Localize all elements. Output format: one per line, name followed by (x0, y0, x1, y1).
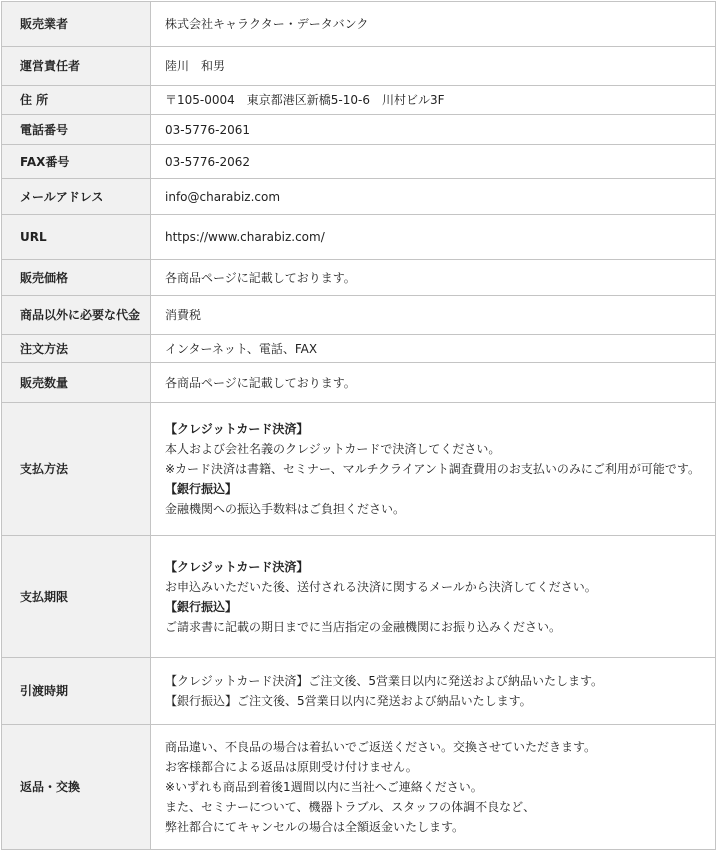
table-row (2, 363, 716, 403)
section-heading: 【クレジットカード決済】 (165, 559, 309, 574)
value-text: 陸川 和男 (165, 59, 226, 73)
table-row (2, 179, 716, 215)
section-heading: 【クレジットカード決済】 (165, 422, 309, 436)
row-label: 注文方法 (2, 335, 151, 363)
table-row (2, 145, 716, 179)
value-text: 消費税 (165, 308, 202, 322)
value-text: ※カード決済は書籍、セミナー、マルチクライアント調査費用のお支払いのみにご利用が可能です。 (165, 462, 700, 476)
table-row (2, 115, 716, 145)
value-text: お申込みいただいた後、送付される決済に関するメールから決済してください。 (165, 579, 597, 594)
row-label: 商品以外に必要な代金 (2, 296, 151, 335)
table-row (2, 215, 716, 260)
row-value (151, 296, 716, 335)
value-text: 株式会社キャラクター・データバンク (165, 17, 369, 31)
table-row (2, 335, 716, 363)
row-label: メールアドレス (2, 179, 151, 215)
row-label: URL (2, 215, 151, 260)
value-text: 03-5776-2062 (165, 154, 251, 169)
value-text: info@charabiz.com (165, 189, 281, 204)
value-text: ※いずれも商品到着後1週間以内に当社へご連絡ください。 (165, 780, 483, 794)
value-text: 金融機関への振込手数料はご負担ください。 (165, 502, 406, 516)
row-label: 販売業者 (2, 2, 151, 47)
value-text: 〒105-0004 東京都港区新橋5-10-6 川村ビル3F (165, 93, 445, 107)
row-value (151, 260, 716, 296)
row-label: 住 所 (2, 86, 151, 115)
value-text: 【クレジットカード決済】ご注文後、5営業日以内に発送および納品いたします。 (165, 674, 604, 688)
row-label: 販売数量 (2, 363, 151, 403)
table-row (2, 536, 716, 658)
row-value (151, 725, 716, 850)
row-value (151, 403, 716, 536)
value-text: また、セミナーについて、機器トラブル、スタッフの体調不良など、 (165, 800, 536, 814)
value-text: 【銀行振込】ご注文後、5営業日以内に発送および納品いたします。 (165, 694, 532, 708)
row-value (151, 47, 716, 86)
row-label: 支払方法 (2, 403, 151, 536)
row-label: 販売価格 (2, 260, 151, 296)
table-row (2, 725, 716, 850)
row-value (151, 115, 716, 145)
table-row (2, 260, 716, 296)
value-text: お客様都合による返品は原則受け付けません。 (165, 760, 418, 774)
row-value (151, 536, 716, 658)
value-text: ご請求書に記載の期日までに当店指定の金融機関にお振り込みください。 (165, 619, 562, 634)
table-row (2, 296, 716, 335)
value-text: 商品違い、不良品の場合は着払いでご返送ください。交換させていただきます。 (165, 740, 597, 754)
table-row (2, 86, 716, 115)
commerce-law-table (1, 1, 716, 850)
row-value (151, 335, 716, 363)
section-heading: 【銀行振込】 (165, 482, 238, 496)
row-value (151, 179, 716, 215)
value-text: https://www.charabiz.com/ (165, 230, 325, 244)
value-text: 03-5776-2061 (165, 122, 251, 137)
row-label: 電話番号 (2, 115, 151, 145)
row-value (151, 363, 716, 403)
value-text: インターネット、電話、FAX (165, 341, 318, 356)
table-row (2, 47, 716, 86)
table-row (2, 2, 716, 47)
section-heading: 【銀行振込】 (165, 599, 238, 614)
value-text: 各商品ページに記載しております。 (165, 375, 356, 390)
row-value (151, 145, 716, 179)
value-text: 弊社都合にてキャンセルの場合は全額返金いたします。 (165, 820, 465, 834)
row-value (151, 658, 716, 725)
row-label: FAX番号 (2, 145, 151, 179)
row-value (151, 215, 716, 260)
value-text: 各商品ページに記載しております。 (165, 270, 356, 285)
row-label: 支払期限 (2, 536, 151, 658)
row-label: 運営責任者 (2, 47, 151, 86)
value-text: 本人および会社名義のクレジットカードで決済してください。 (165, 442, 501, 456)
table-row (2, 403, 716, 536)
row-label: 返品・交換 (2, 725, 151, 850)
table-row (2, 658, 716, 725)
row-label: 引渡時期 (2, 658, 151, 725)
row-value (151, 86, 716, 115)
row-value (151, 2, 716, 47)
table-body (2, 2, 716, 850)
